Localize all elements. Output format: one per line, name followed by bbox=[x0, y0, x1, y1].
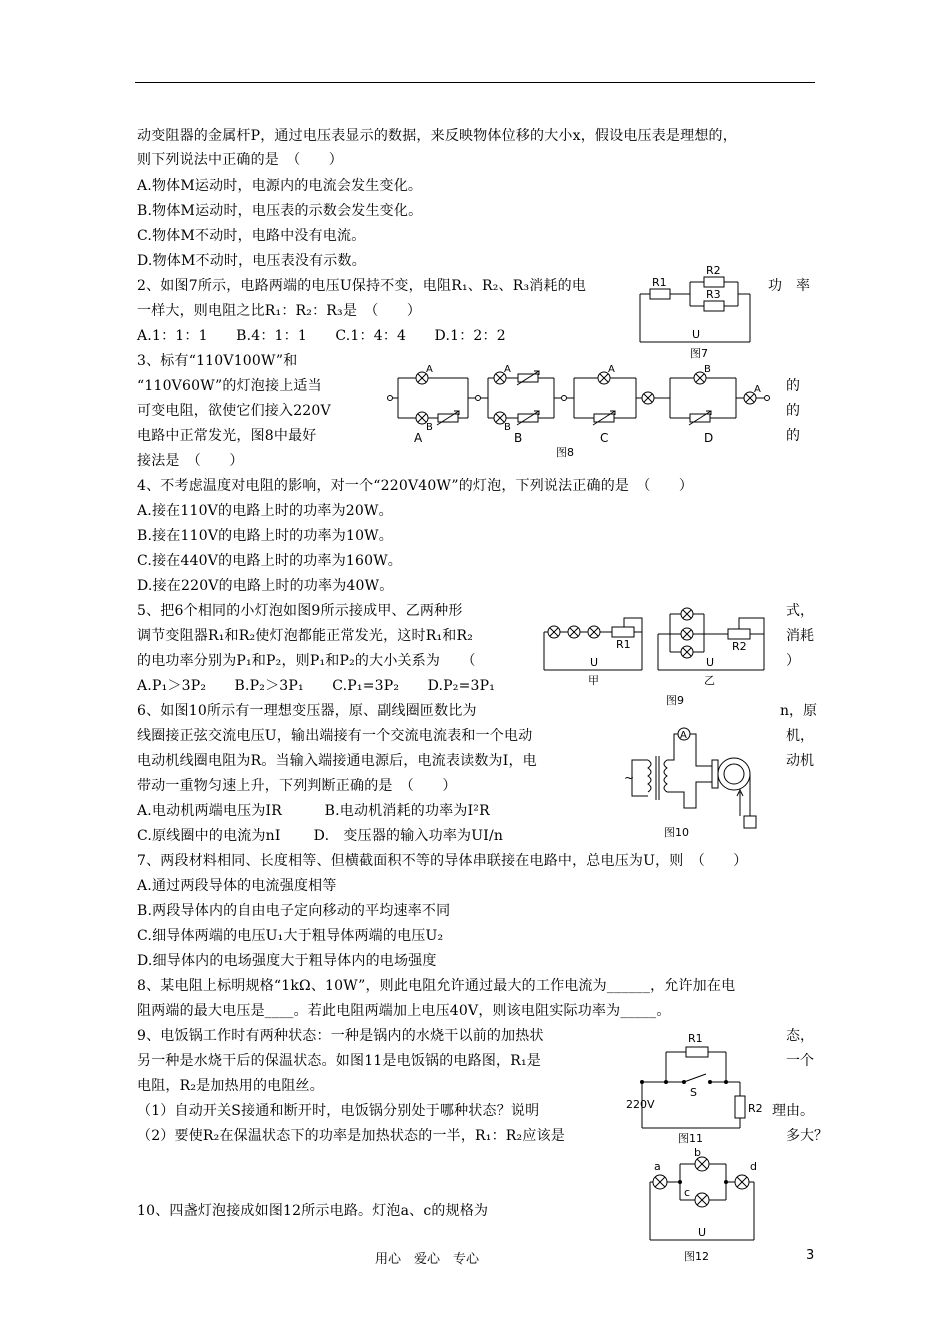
text-line: A.P₁＞3P₂ B.P₂＞3P₁ C.P₁=3P₂ D.P₂=3P₁ bbox=[137, 678, 496, 694]
text-line: C.细导体两端的电压U₁大于粗导体两端的电压U₂ bbox=[137, 928, 444, 944]
figure-8 bbox=[386, 360, 782, 458]
fig9-u1-label: U bbox=[590, 656, 599, 669]
svg-text:A: A bbox=[426, 364, 433, 375]
header-rule bbox=[135, 82, 815, 83]
fig12-a-label: a bbox=[654, 1160, 661, 1173]
text-line: A.通过两段导体的电流强度相等 bbox=[137, 878, 337, 894]
text-fragment: ） bbox=[786, 653, 800, 669]
text-fragment: 理由。 bbox=[772, 1103, 814, 1119]
text-fragment: 多大？ bbox=[786, 1128, 828, 1144]
fig12-b-label: b bbox=[694, 1148, 701, 1159]
fig9-r1-label: R1 bbox=[616, 638, 631, 651]
fig9-caption: 图9 bbox=[666, 694, 684, 707]
fig11-switch-label: S bbox=[690, 1086, 697, 1099]
fig12-u-label: U bbox=[698, 1226, 707, 1239]
fig7-r1-label: R1 bbox=[652, 276, 667, 289]
text-line: A.电动机两端电压为IR B.电动机消耗的功率为I²R bbox=[137, 803, 490, 819]
fig11-r1-label: R1 bbox=[688, 1032, 703, 1045]
text-line: 电路中正常发光，图8中最好 bbox=[137, 428, 317, 444]
fig9-u2-label: U bbox=[706, 656, 715, 669]
text-fragment: 一个 bbox=[786, 1053, 814, 1069]
svg-text:A: A bbox=[504, 364, 511, 375]
text-line: 则下列说法中正确的是 （ ） bbox=[137, 152, 343, 168]
text-fragment: 功 率 bbox=[768, 278, 810, 294]
text-line: 接法是 （ ） bbox=[137, 453, 244, 469]
text-line: 阻两端的最大电压是____。若此电阻两端加上电压40V，则该电阻实际功率为_____。 bbox=[137, 1003, 671, 1019]
text-line: D.接在220V的电路上时的功率为40W。 bbox=[137, 578, 394, 594]
text-line: A.物体M运动时，电源内的电流会发生变化。 bbox=[137, 178, 423, 194]
text-line: B.两段导体内的自由电子定向移动的平均速率不同 bbox=[137, 903, 451, 919]
fig7-r3-label: R3 bbox=[706, 288, 721, 301]
fig7-r2-label: R2 bbox=[706, 264, 721, 277]
text-fragment: 式， bbox=[786, 603, 814, 619]
fig7-caption: 图7 bbox=[690, 347, 708, 360]
text-line: D.物体M不动时，电压表没有示数。 bbox=[137, 253, 366, 269]
text-line: 3、标有“110V100W”和 bbox=[137, 353, 298, 369]
fig9-yi-label: 乙 bbox=[704, 674, 715, 687]
text-fragment: n，原 bbox=[780, 703, 818, 719]
fig9-jia-label: 甲 bbox=[588, 674, 599, 687]
text-line: 另一种是水烧干后的保温状态。如图11是电饭锅的电路图，R₁是 bbox=[137, 1053, 541, 1069]
text-line: 电动机线圈电阻为R。当输入端接通电源后，电流表读数为I，电 bbox=[137, 753, 537, 769]
fig11-r2-label: R2 bbox=[748, 1102, 763, 1115]
figure-11 bbox=[622, 1030, 778, 1146]
svg-text:A: A bbox=[608, 364, 615, 375]
text-line: 动变阻器的金属杆P，通过电压表显示的数据，来反映物体位移的大小x，假设电压表是理想的， bbox=[137, 128, 737, 144]
text-line: B.物体M运动时，电压表的示数会发生变化。 bbox=[137, 203, 423, 219]
fig12-c-label: c bbox=[684, 1186, 691, 1199]
text-line: 9、电饭锅工作时有两种状态：一种是锅内的水烧干以前的加热状 bbox=[137, 1028, 544, 1044]
text-line: B.接在110V的电路上时的功率为10W。 bbox=[137, 528, 393, 544]
text-fragment: 态， bbox=[786, 1028, 814, 1044]
text-line: 调节变阻器R₁和R₂使灯泡都能正常发光，这时R₁和R₂ bbox=[137, 628, 474, 644]
fig12-caption: 图12 bbox=[684, 1250, 709, 1263]
text-line: 10、四盏灯泡接成如图12所示电路。灯泡a、c的规格为 bbox=[137, 1203, 489, 1219]
figure-9 bbox=[538, 604, 782, 708]
fig11-voltage-label: 220V bbox=[626, 1098, 655, 1111]
figure-7 bbox=[628, 262, 760, 360]
text-line: 4、不考虑温度对电阻的影响，对一个“220V40W”的灯泡，下列说法正确的是 （ ） bbox=[137, 478, 694, 494]
text-line: 可变电阻，欲使它们接入220V bbox=[137, 403, 331, 419]
text-line: 5、把6个相同的小灯泡如图9所示接成甲、乙两种形 bbox=[137, 603, 463, 619]
text-line: 的电功率分别为P₁和P₂，则P₁和P₂的大小关系为 （ bbox=[137, 653, 476, 669]
fig8-option-b: B bbox=[514, 431, 523, 445]
page-number: 3 bbox=[806, 1248, 815, 1263]
text-fragment: 的 bbox=[786, 403, 800, 419]
svg-text:B: B bbox=[504, 422, 511, 433]
text-line: C.接在440V的电路上时的功率为160W。 bbox=[137, 553, 403, 569]
fig8-caption: 图8 bbox=[556, 446, 574, 458]
text-line: D.细导体内的电场强度大于粗导体内的电场强度 bbox=[137, 953, 437, 969]
text-line: C.物体M不动时，电路中没有电流。 bbox=[137, 228, 366, 244]
text-line: 6、如图10所示有一理想变压器，原、副线圈匝数比为 bbox=[137, 703, 477, 719]
text-line: （2）要使R₂在保温状态下的功率是加热状态的一半，R₁：R₂应该是 bbox=[137, 1128, 565, 1144]
svg-text:A: A bbox=[754, 384, 761, 395]
figure-10 bbox=[622, 720, 778, 842]
text-fragment: 动机 bbox=[786, 753, 814, 769]
text-line: 8、某电阻上标明规格“1kΩ、10W”，则此电阻允许通过最大的工作电流为______，允许加在电 bbox=[137, 978, 736, 994]
text-line: 7、两段材料相同、长度相等、但横截面积不等的导体串联接在电路中，总电压为U，则 （ ） bbox=[137, 853, 748, 869]
text-fragment: 机， bbox=[786, 728, 814, 744]
fig10-ammeter-label: A bbox=[680, 730, 687, 741]
fig10-caption: 图10 bbox=[664, 826, 689, 839]
text-line: A.1：1：1 B.4：1：1 C.1：4：4 D.1：2：2 bbox=[137, 328, 506, 344]
fig12-d-label: d bbox=[750, 1160, 757, 1173]
fig8-option-a: A bbox=[414, 431, 423, 445]
text-line: 电阻，R₂是加热用的电阻丝。 bbox=[137, 1078, 324, 1094]
text-line: 2、如图7所示，电路两端的电压U保持不变，电阻R₁、R₂、R₃消耗的电 bbox=[137, 278, 587, 294]
text-fragment: 的 bbox=[786, 378, 800, 394]
text-line: 带动一重物匀速上升，下列判断正确的是 （ ） bbox=[137, 778, 457, 794]
fig9-r2-label: R2 bbox=[732, 640, 747, 653]
fig8-option-c: C bbox=[600, 431, 609, 445]
text-line: 线圈接正弦交流电压U，输出端接有一个交流电流表和一个电动 bbox=[137, 728, 533, 744]
figure-12 bbox=[640, 1148, 764, 1266]
fig7-u-label: U bbox=[692, 328, 701, 341]
text-line: A.接在110V的电路上时的功率为20W。 bbox=[137, 503, 393, 519]
text-line: “110V60W”的灯泡接上适当 bbox=[137, 378, 322, 394]
text-line: （1）自动开关S接通和断开时，电饭锅分别处于哪种状态？说明 bbox=[137, 1103, 540, 1119]
svg-text:B: B bbox=[426, 422, 433, 433]
text-line: C.原线圈中的电流为nI D. 变压器的输入功率为UI/n bbox=[137, 828, 504, 844]
text-fragment: 的 bbox=[786, 428, 800, 444]
text-fragment: 消耗 bbox=[786, 628, 814, 644]
fig8-option-d: D bbox=[704, 431, 714, 445]
text-line: 一样大，则电阻之比R₁：R₂：R₃是 （ ） bbox=[137, 303, 422, 319]
fig10-ac-symbol: ~ bbox=[624, 771, 635, 785]
page-footer: 用心 爱心 专心 bbox=[375, 1252, 480, 1267]
fig11-caption: 图11 bbox=[678, 1132, 703, 1145]
svg-text:B: B bbox=[704, 364, 711, 375]
